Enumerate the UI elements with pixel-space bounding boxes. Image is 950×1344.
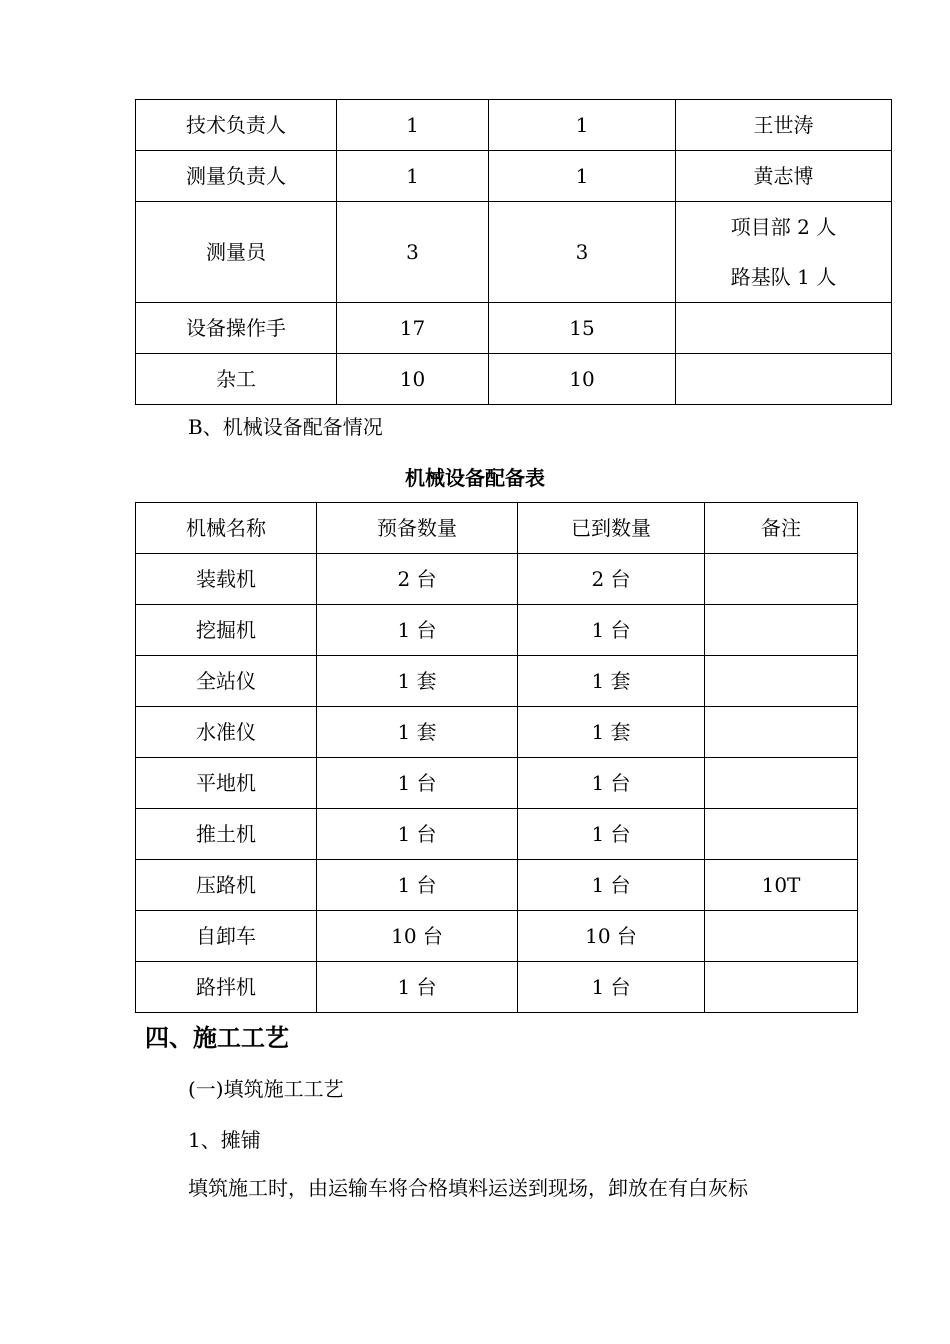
table-cell: 3 xyxy=(489,202,676,303)
table-cell xyxy=(676,303,892,354)
table-cell: 测量员 xyxy=(136,202,337,303)
table-cell: 1 台 xyxy=(317,860,518,911)
table-cell: 1 台 xyxy=(317,758,518,809)
staff-table xyxy=(135,99,892,405)
table-cell: 1 套 xyxy=(317,656,518,707)
table-cell: 路拌机 xyxy=(136,962,317,1013)
table-cell: 1 xyxy=(337,100,489,151)
table-cell xyxy=(705,707,858,758)
table-cell: 2 台 xyxy=(317,554,518,605)
table-cell xyxy=(705,605,858,656)
table-cell xyxy=(705,656,858,707)
equipment-table xyxy=(135,502,858,1013)
note-line: 路基队 1 人 xyxy=(730,265,837,289)
table-cell: 2 台 xyxy=(518,554,705,605)
table-cell: 装载机 xyxy=(136,554,317,605)
table-row xyxy=(136,151,892,202)
table-cell: 3 xyxy=(337,202,489,303)
table-cell xyxy=(705,758,858,809)
table-cell: 10 台 xyxy=(518,911,705,962)
table-row xyxy=(136,656,858,707)
note-line: 项目部 2 人 xyxy=(730,215,837,239)
table-cell: 1 台 xyxy=(518,962,705,1013)
table-row xyxy=(136,758,858,809)
column-header: 预备数量 xyxy=(317,503,518,554)
table-cell xyxy=(705,962,858,1013)
table-cell: 1 台 xyxy=(518,605,705,656)
table-cell: 1 台 xyxy=(518,860,705,911)
table-cell: 1 台 xyxy=(518,758,705,809)
table-cell: 1 台 xyxy=(518,809,705,860)
column-header: 机械名称 xyxy=(136,503,317,554)
table-row xyxy=(136,202,892,303)
column-header: 已到数量 xyxy=(518,503,705,554)
table-row xyxy=(136,354,892,405)
table-cell: 10 xyxy=(337,354,489,405)
table-row xyxy=(136,809,858,860)
table-cell: 王世涛 xyxy=(676,100,892,151)
table-cell: 1 台 xyxy=(317,605,518,656)
table-cell: 1 xyxy=(337,151,489,202)
table-cell: 推土机 xyxy=(136,809,317,860)
table-cell: 1 套 xyxy=(518,656,705,707)
table-cell: 自卸车 xyxy=(136,911,317,962)
table-row xyxy=(136,707,858,758)
table-cell: 压路机 xyxy=(136,860,317,911)
table-row xyxy=(136,605,858,656)
table-header-row xyxy=(136,503,858,554)
table-cell: 15 xyxy=(489,303,676,354)
table-cell: 平地机 xyxy=(136,758,317,809)
table-cell: 10 台 xyxy=(317,911,518,962)
table-row xyxy=(136,100,892,151)
table-cell: 水准仪 xyxy=(136,707,317,758)
table-cell: 测量负责人 xyxy=(136,151,337,202)
table-cell: 黄志博 xyxy=(676,151,892,202)
table-cell: 1 套 xyxy=(317,707,518,758)
body-paragraph: 填筑施工时，由运输车将合格填料运送到现场，卸放在有白灰标 xyxy=(188,1176,748,1200)
subsection-heading: 1、摊铺 xyxy=(188,1128,261,1152)
table-cell xyxy=(676,354,892,405)
table-cell xyxy=(705,911,858,962)
section-heading: 四、施工工艺 xyxy=(145,1023,289,1052)
table-cell xyxy=(705,554,858,605)
table-cell: 10 xyxy=(489,354,676,405)
table-row xyxy=(136,554,858,605)
table-row xyxy=(136,962,858,1013)
table-cell: 1 套 xyxy=(518,707,705,758)
table-cell: 挖掘机 xyxy=(136,605,317,656)
table-cell xyxy=(705,809,858,860)
table-row xyxy=(136,860,858,911)
section-b-text: B、机械设备配备情况 xyxy=(188,415,383,439)
subsection-heading: (一)填筑施工工艺 xyxy=(188,1077,344,1101)
table-cell: 1 台 xyxy=(317,962,518,1013)
table-cell: 1 xyxy=(489,151,676,202)
column-header: 备注 xyxy=(705,503,858,554)
table-cell: 1 台 xyxy=(317,809,518,860)
table-cell xyxy=(676,202,892,303)
table-cell: 1 xyxy=(489,100,676,151)
table-row xyxy=(136,911,858,962)
table-cell: 10T xyxy=(705,860,858,911)
table-cell: 17 xyxy=(337,303,489,354)
table-row xyxy=(136,303,892,354)
table-cell: 全站仪 xyxy=(136,656,317,707)
equipment-table-title: 机械设备配备表 xyxy=(405,466,545,490)
table-cell: 杂工 xyxy=(136,354,337,405)
table-cell: 技术负责人 xyxy=(136,100,337,151)
table-cell: 设备操作手 xyxy=(136,303,337,354)
